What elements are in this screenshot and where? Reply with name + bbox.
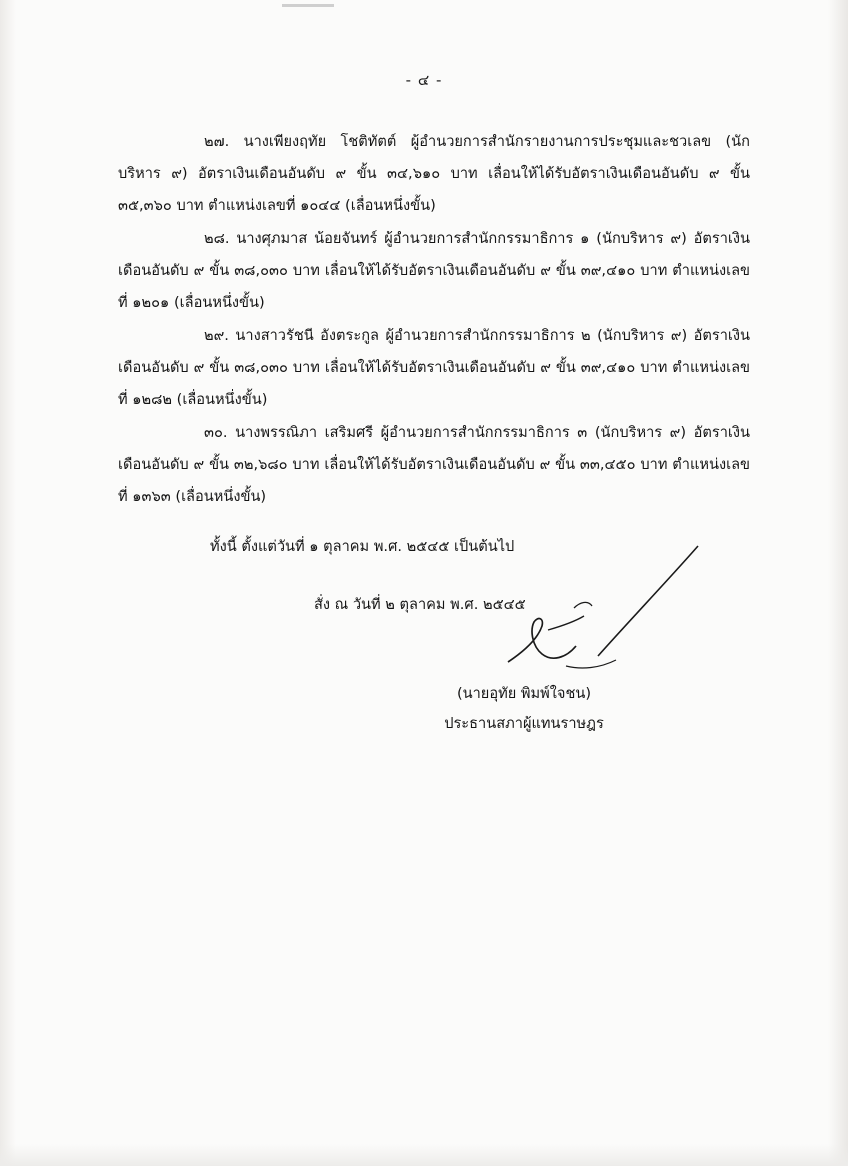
- page-number: - ๔ -: [405, 71, 443, 89]
- signature-block: [118, 679, 750, 739]
- paragraph-text: ๒๗. นางเพียงฤทัย โชติทัตต์ ผู้อำนวยการสำนักรายงานการประชุมและชวเลข (นักบริหาร ๙) อัตราเงินเดือนอันดับ ๙ ขั้น ๓๔,๖๑๐ บาท เลื่อนให้ได้รับอัตราเงินเดือนอันดับ ๙ ขั้น ๓๕,๓๖๐ บาท ตำแหน่งเลขที่ ๑๐๔๔ (เลื่อนหนึ่งขั้น): [118, 133, 750, 214]
- paragraph-30: [118, 417, 750, 513]
- paragraph-text: ๓๐. นางพรรณิภา เสริมศรี ผู้อำนวยการสำนักกรรมาธิการ ๓ (นักบริหาร ๙) อัตราเงินเดือนอันดับ ๙ ขั้น ๓๒,๖๘๐ บาท เลื่อนให้ได้รับอัตราเงินเดือนอันดับ ๙ ขั้น ๓๓,๔๕๐ บาท ตำแหน่งเลขที่ ๑๓๖๓ (เลื่อนหนึ่งขั้น): [118, 424, 750, 505]
- order-date-line: สั่ง ณ วันที่ ๒ ตุลาคม พ.ศ. ๒๕๔๕: [314, 596, 526, 613]
- paragraph-27: [118, 126, 750, 222]
- paragraph-28: [118, 223, 750, 319]
- paragraph-text: ๒๙. นางสาวรัชนี อังตระกูล ผู้อำนวยการสำนักกรรมาธิการ ๒ (นักบริหาร ๙) อัตราเงินเดือนอันดับ ๙ ขั้น ๓๘,๐๓๐ บาท เลื่อนให้ได้รับอัตราเงินเดือนอันดับ ๙ ขั้น ๓๙,๔๑๐ บาท ตำแหน่งเลขที่ ๑๒๘๒ (เลื่อนหนึ่งขั้น): [118, 327, 750, 408]
- effective-date-line: ทั้งนี้ ตั้งแต่วันที่ ๑ ตุลาคม พ.ศ. ๒๕๔๕ เป็นต้นไป: [210, 538, 515, 555]
- paragraph-29: [118, 320, 750, 416]
- signatory-name: (นายอุทัย พิมพ์ใจชน): [456, 685, 592, 702]
- document-body: [118, 126, 750, 739]
- signatory-title: ประธานสภาผู้แทนราษฎร: [444, 715, 604, 732]
- paragraph-text: ๒๘. นางศุภมาส น้อยจันทร์ ผู้อำนวยการสำนักกรรมาธิการ ๑ (นักบริหาร ๙) อัตราเงินเดือนอันดับ ๙ ขั้น ๓๘,๐๓๐ บาท เลื่อนให้ได้รับอัตราเงินเดือนอันดับ ๙ ขั้น ๓๙,๔๑๐ บาท ตำแหน่งเลขที่ ๑๒๐๑ (เลื่อนหนึ่งขั้น): [118, 230, 750, 311]
